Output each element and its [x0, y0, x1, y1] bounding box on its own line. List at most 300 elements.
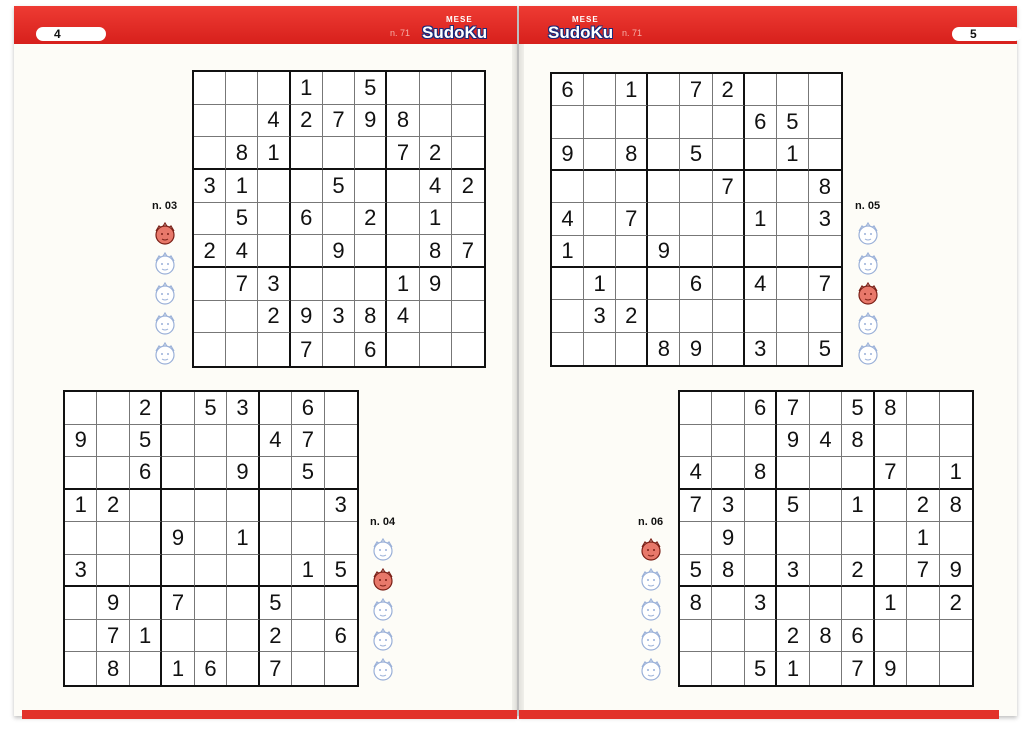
sudoku-cell: [777, 300, 809, 332]
sudoku-cell: [227, 490, 259, 523]
sudoku-cell: 6: [325, 620, 357, 653]
sudoku-cell: [680, 652, 712, 685]
sudoku-cell: [97, 555, 129, 588]
sudoku-cell: [745, 171, 777, 203]
sudoku-cell: 7: [226, 268, 258, 301]
sudoku-cell: 5: [680, 555, 712, 588]
sudoku-cell: [648, 74, 680, 106]
sudoku-cell: [616, 333, 648, 365]
difficulty-face-active-icon: [370, 566, 396, 592]
sudoku-cell: [452, 137, 484, 170]
sudoku-cell: [97, 522, 129, 555]
sudoku-cell: 1: [65, 490, 97, 523]
sudoku-cell: [355, 170, 387, 203]
sudoku-grid-05: [550, 72, 843, 367]
sudoku-cell: [420, 333, 452, 366]
sudoku-cell: [130, 555, 162, 588]
sudoku-cell: [875, 620, 907, 653]
sudoku-cell: 7: [842, 652, 874, 685]
sudoku-cell: 2: [291, 105, 323, 138]
sudoku-cell: [355, 137, 387, 170]
sudoku-cell: 1: [907, 522, 939, 555]
sudoku-cell: [745, 139, 777, 171]
sudoku-cell: 3: [584, 300, 616, 332]
sudoku-cell: 8: [226, 137, 258, 170]
sudoku-cell: 5: [680, 139, 712, 171]
logo-sudoku-text: SudoKu: [422, 23, 488, 42]
sudoku-cell: [292, 522, 324, 555]
sudoku-cell: [875, 425, 907, 458]
sudoku-cell: [291, 235, 323, 268]
sudoku-cell: 5: [323, 170, 355, 203]
sudoku-cell: [713, 268, 745, 300]
sudoku-cell: [777, 74, 809, 106]
sudoku-cell: [258, 235, 290, 268]
sudoku-cell: [452, 105, 484, 138]
sudoku-cell: [162, 555, 194, 588]
sudoku-cell: 1: [226, 170, 258, 203]
sudoku-cell: [387, 203, 419, 236]
sudoku-cell: 8: [875, 392, 907, 425]
sudoku-cell: 3: [745, 587, 777, 620]
sudoku-cell: [875, 555, 907, 588]
sudoku-cell: 7: [809, 268, 841, 300]
difficulty-faces-06: [638, 536, 668, 686]
sudoku-cell: [940, 652, 972, 685]
sudoku-cell: 6: [745, 106, 777, 138]
sudoku-cell: [195, 620, 227, 653]
sudoku-cell: [777, 171, 809, 203]
puzzle-label-04: n. 04: [370, 516, 396, 528]
sudoku-cell: 8: [810, 620, 842, 653]
difficulty-face-icon: [855, 340, 881, 366]
sudoku-cell: 6: [355, 333, 387, 366]
sudoku-cell: 7: [260, 652, 292, 685]
sudoku-cell: 6: [292, 392, 324, 425]
sudoku-cell: 3: [323, 301, 355, 334]
sudoku-cell: [745, 74, 777, 106]
sudoku-cell: [616, 106, 648, 138]
sudoku-cell: [777, 333, 809, 365]
sudoku-cell: [648, 171, 680, 203]
sudoku-cell: 8: [616, 139, 648, 171]
sudoku-cell: [97, 392, 129, 425]
sudoku-cell: [680, 425, 712, 458]
sudoku-cell: [810, 522, 842, 555]
sudoku-cell: [713, 203, 745, 235]
sudoku-cell: 7: [291, 333, 323, 366]
sudoku-cell: 6: [291, 203, 323, 236]
sudoku-cell: [584, 171, 616, 203]
sudoku-cell: [842, 587, 874, 620]
sudoku-cell: 5: [292, 457, 324, 490]
sudoku-cell: [745, 425, 777, 458]
sudoku-cell: [648, 203, 680, 235]
sudoku-cell: [584, 106, 616, 138]
sudoku-cell: [907, 425, 939, 458]
sudoku-cell: 1: [227, 522, 259, 555]
sudoku-cell: [842, 522, 874, 555]
sudoku-cell: 2: [355, 203, 387, 236]
sudoku-cell: 8: [355, 301, 387, 334]
sudoku-cell: 4: [420, 170, 452, 203]
sudoku-cell: 4: [387, 301, 419, 334]
sudoku-cell: [97, 457, 129, 490]
sudoku-cell: [130, 652, 162, 685]
sudoku-cell: [552, 333, 584, 365]
sudoku-cell: 8: [712, 555, 744, 588]
sudoku-cell: 9: [323, 235, 355, 268]
sudoku-cell: [65, 652, 97, 685]
sudoku-cell: 9: [97, 587, 129, 620]
sudoku-cell: 2: [713, 74, 745, 106]
sudoku-cell: [713, 139, 745, 171]
sudoku-cell: 2: [97, 490, 129, 523]
left-sudoku-logo: [422, 16, 506, 42]
sudoku-cell: [65, 587, 97, 620]
right-sudoku-logo: [548, 16, 632, 42]
sudoku-cell: 8: [420, 235, 452, 268]
sudoku-cell: [355, 235, 387, 268]
difficulty-face-icon: [370, 656, 396, 682]
sudoku-cell: [97, 425, 129, 458]
sudoku-cell: [680, 620, 712, 653]
sudoku-cell: [777, 203, 809, 235]
sudoku-cell: [226, 72, 258, 105]
difficulty-faces-05: [855, 220, 885, 370]
sudoku-cell: [584, 203, 616, 235]
sudoku-cell: 2: [258, 301, 290, 334]
sudoku-cell: [584, 236, 616, 268]
sudoku-cell: 7: [875, 457, 907, 490]
sudoku-cell: [325, 587, 357, 620]
sudoku-cell: 2: [420, 137, 452, 170]
sudoku-cell: 8: [842, 425, 874, 458]
sudoku-cell: 9: [875, 652, 907, 685]
difficulty-face-active-icon: [855, 280, 881, 306]
sudoku-cell: [907, 652, 939, 685]
sudoku-cell: [712, 652, 744, 685]
sudoku-cell: 2: [940, 587, 972, 620]
sudoku-cell: 2: [777, 620, 809, 653]
sudoku-cell: [292, 490, 324, 523]
sudoku-cell: [940, 392, 972, 425]
sudoku-cell: [65, 620, 97, 653]
sudoku-cell: 3: [325, 490, 357, 523]
sudoku-cell: [552, 171, 584, 203]
sudoku-cell: 7: [907, 555, 939, 588]
sudoku-cell: [194, 137, 226, 170]
sudoku-cell: 2: [260, 620, 292, 653]
sudoku-cell: [323, 268, 355, 301]
sudoku-cell: 1: [940, 457, 972, 490]
sudoku-cell: [680, 300, 712, 332]
sudoku-cell: 1: [745, 203, 777, 235]
sudoku-cell: 1: [842, 490, 874, 523]
logo-sudoku-text: SudoKu: [548, 23, 614, 42]
sudoku-cell: [777, 268, 809, 300]
sudoku-cell: [195, 490, 227, 523]
sudoku-cell: [195, 587, 227, 620]
left-issue-number: n. 71: [390, 28, 411, 38]
sudoku-cell: [325, 392, 357, 425]
sudoku-cell: 7: [616, 203, 648, 235]
sudoku-cell: [616, 268, 648, 300]
book-gutter: [512, 6, 524, 716]
sudoku-cell: [162, 620, 194, 653]
sudoku-cell: 4: [745, 268, 777, 300]
sudoku-cell: [292, 587, 324, 620]
sudoku-cell: [810, 652, 842, 685]
sudoku-cell: [648, 300, 680, 332]
sudoku-cell: [777, 236, 809, 268]
sudoku-cell: [227, 555, 259, 588]
sudoku-cell: [130, 490, 162, 523]
sudoku-cell: 1: [258, 137, 290, 170]
sudoku-cell: 6: [842, 620, 874, 653]
sudoku-cell: [777, 457, 809, 490]
difficulty-faces-04: [370, 536, 400, 686]
sudoku-cell: 6: [130, 457, 162, 490]
sudoku-cell: 6: [680, 268, 712, 300]
sudoku-cell: 9: [940, 555, 972, 588]
sudoku-cell: 2: [130, 392, 162, 425]
sudoku-cell: 2: [907, 490, 939, 523]
sudoku-cell: [226, 301, 258, 334]
sudoku-cell: [325, 652, 357, 685]
sudoku-cell: 4: [226, 235, 258, 268]
logo-mese-text: MESE: [572, 15, 599, 24]
difficulty-face-icon: [370, 536, 396, 562]
sudoku-cell: 8: [809, 171, 841, 203]
sudoku-cell: 9: [355, 105, 387, 138]
sudoku-cell: [258, 170, 290, 203]
sudoku-cell: 1: [552, 236, 584, 268]
sudoku-cell: [810, 555, 842, 588]
sudoku-cell: 1: [162, 652, 194, 685]
sudoku-cell: [291, 137, 323, 170]
sudoku-cell: [227, 652, 259, 685]
sudoku-cell: 5: [355, 72, 387, 105]
sudoku-cell: [907, 392, 939, 425]
sudoku-cell: 1: [420, 203, 452, 236]
left-page-tab: [36, 27, 106, 41]
sudoku-cell: 4: [258, 105, 290, 138]
sudoku-cell: 8: [940, 490, 972, 523]
sudoku-cell: [260, 457, 292, 490]
right-page-number: 5: [970, 27, 977, 41]
sudoku-cell: 9: [420, 268, 452, 301]
sudoku-cell: 7: [387, 137, 419, 170]
sudoku-cell: [809, 139, 841, 171]
sudoku-cell: 1: [292, 555, 324, 588]
sudoku-cell: [260, 555, 292, 588]
sudoku-cell: [745, 300, 777, 332]
sudoku-cell: [227, 425, 259, 458]
sudoku-cell: [65, 522, 97, 555]
sudoku-cell: [194, 105, 226, 138]
sudoku-cell: [712, 620, 744, 653]
sudoku-cell: 1: [616, 74, 648, 106]
sudoku-cell: 3: [745, 333, 777, 365]
right-footer-band: [519, 710, 999, 719]
sudoku-cell: [712, 587, 744, 620]
sudoku-cell: [387, 170, 419, 203]
sudoku-cell: 5: [842, 392, 874, 425]
sudoku-cell: 7: [777, 392, 809, 425]
puzzle-label-06: n. 06: [638, 516, 664, 528]
sudoku-cell: 9: [65, 425, 97, 458]
sudoku-cell: [323, 203, 355, 236]
logo-mese-text: MESE: [446, 15, 473, 24]
left-page-number: 4: [54, 27, 61, 41]
sudoku-cell: [420, 72, 452, 105]
sudoku-cell: [65, 392, 97, 425]
sudoku-cell: [875, 522, 907, 555]
sudoku-cell: [713, 106, 745, 138]
sudoku-cell: [842, 457, 874, 490]
sudoku-cell: [325, 457, 357, 490]
sudoku-cell: 5: [777, 106, 809, 138]
difficulty-face-icon: [638, 626, 664, 652]
sudoku-cell: 7: [162, 587, 194, 620]
sudoku-cell: 9: [680, 333, 712, 365]
sudoku-cell: [258, 333, 290, 366]
sudoku-cell: [130, 587, 162, 620]
difficulty-face-icon: [370, 626, 396, 652]
sudoku-cell: [648, 106, 680, 138]
sudoku-cell: [355, 268, 387, 301]
sudoku-cell: [194, 72, 226, 105]
sudoku-cell: [195, 522, 227, 555]
sudoku-cell: [648, 139, 680, 171]
sudoku-cell: [387, 235, 419, 268]
sudoku-cell: [810, 457, 842, 490]
sudoku-cell: [809, 74, 841, 106]
sudoku-cell: 1: [584, 268, 616, 300]
sudoku-cell: 2: [616, 300, 648, 332]
sudoku-cell: 3: [65, 555, 97, 588]
sudoku-cell: 9: [227, 457, 259, 490]
sudoku-cell: [323, 137, 355, 170]
difficulty-face-icon: [152, 310, 178, 336]
sudoku-cell: 5: [818, 335, 832, 361]
sudoku-cell: 7: [680, 490, 712, 523]
sudoku-cell: 1: [777, 139, 809, 171]
sudoku-cell: [260, 490, 292, 523]
sudoku-cell: [387, 72, 419, 105]
sudoku-cell: [745, 522, 777, 555]
sudoku-cell: [452, 72, 484, 105]
sudoku-cell: [323, 333, 355, 366]
sudoku-cell: [809, 300, 841, 332]
sudoku-cell: [809, 106, 841, 138]
sudoku-cell: [907, 587, 939, 620]
sudoku-grid-06: [678, 390, 974, 687]
sudoku-cell: 2: [194, 235, 226, 268]
sudoku-cell: [452, 301, 484, 334]
sudoku-cell: 5: [195, 392, 227, 425]
sudoku-cell: [745, 236, 777, 268]
sudoku-cell: [907, 620, 939, 653]
sudoku-cell: 5: [777, 490, 809, 523]
sudoku-cell: [325, 425, 357, 458]
sudoku-cell: [712, 457, 744, 490]
sudoku-cell: [810, 587, 842, 620]
sudoku-cell: [452, 203, 484, 236]
sudoku-cell: [940, 620, 972, 653]
sudoku-cell: [810, 392, 842, 425]
sudoku-cell: 9: [291, 301, 323, 334]
sudoku-grid-03: [192, 70, 486, 368]
sudoku-cell: [292, 652, 324, 685]
sudoku-cell: [552, 268, 584, 300]
sudoku-cell: [226, 105, 258, 138]
sudoku-cell: [552, 300, 584, 332]
sudoku-cell: [195, 457, 227, 490]
sudoku-cell: 8: [387, 105, 419, 138]
sudoku-cell: [195, 555, 227, 588]
sudoku-cell: 8: [680, 587, 712, 620]
sudoku-cell: 1: [875, 587, 907, 620]
sudoku-cell: 3: [712, 490, 744, 523]
difficulty-face-active-icon: [152, 220, 178, 246]
sudoku-cell: 3: [258, 268, 290, 301]
sudoku-cell: 4: [260, 425, 292, 458]
sudoku-cell: 9: [162, 522, 194, 555]
sudoku-cell: 7: [292, 425, 324, 458]
difficulty-face-icon: [855, 310, 881, 336]
sudoku-cell: [195, 425, 227, 458]
difficulty-face-icon: [152, 340, 178, 366]
sudoku-cell: 4: [680, 457, 712, 490]
sudoku-cell: 6: [552, 74, 584, 106]
difficulty-face-icon: [855, 250, 881, 276]
sudoku-cell: [680, 522, 712, 555]
sudoku-cell: 5: [325, 555, 357, 588]
sudoku-cell: [162, 457, 194, 490]
sudoku-cell: [194, 203, 226, 236]
sudoku-cell: [616, 236, 648, 268]
difficulty-faces-03: [152, 220, 182, 370]
sudoku-cell: [777, 522, 809, 555]
sudoku-cell: 4: [552, 203, 584, 235]
sudoku-cell: [616, 171, 648, 203]
sudoku-cell: 7: [713, 171, 745, 203]
sudoku-grid-04: [63, 390, 359, 687]
sudoku-cell: [940, 522, 972, 555]
sudoku-cell: 1: [387, 268, 419, 301]
sudoku-cell: 7: [97, 620, 129, 653]
sudoku-cell: [292, 620, 324, 653]
difficulty-face-icon: [638, 566, 664, 592]
sudoku-cell: 8: [745, 457, 777, 490]
puzzle-label-03: n. 03: [152, 200, 178, 212]
sudoku-cell: [227, 620, 259, 653]
left-footer-band: [22, 710, 517, 719]
sudoku-cell: [420, 105, 452, 138]
sudoku-cell: [130, 522, 162, 555]
sudoku-cell: 4: [810, 425, 842, 458]
sudoku-cell: [648, 268, 680, 300]
sudoku-cell: [194, 333, 226, 366]
sudoku-cell: 2: [452, 170, 484, 203]
sudoku-cell: [680, 236, 712, 268]
sudoku-cell: [291, 268, 323, 301]
sudoku-cell: 9: [712, 522, 744, 555]
sudoku-cell: [258, 203, 290, 236]
sudoku-cell: 9: [777, 425, 809, 458]
